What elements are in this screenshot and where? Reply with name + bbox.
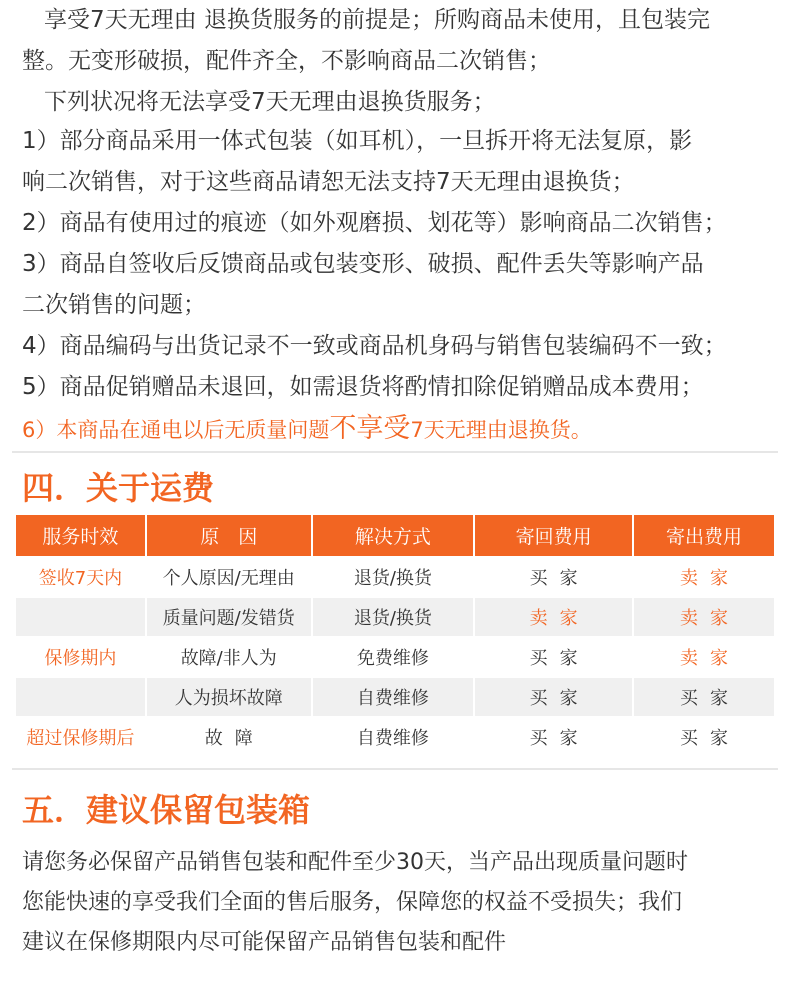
header-return-fee: 寄回费用	[475, 515, 632, 556]
list-item: 2）商品有使用过的痕迹（如外观磨损、划花等）影响商品二次销售；	[22, 210, 727, 236]
list-item: 4）商品编码与出货记录不一致或商品机身码与销售包装编码不一致；	[22, 333, 727, 359]
list-item: 1）部分商品采用一体式包装（如耳机），一旦拆开将无法复原，影	[22, 128, 693, 154]
highlight-list-item	[22, 408, 782, 451]
section-divider	[12, 451, 778, 453]
cell-reason: 故障/非人为	[147, 638, 311, 676]
shipping-fee-table	[14, 513, 776, 758]
table-row	[16, 718, 774, 756]
highlight-emphasis: 不享受	[329, 413, 411, 444]
cell-return-fee: 卖家	[475, 598, 632, 636]
table-row	[16, 638, 774, 676]
highlight-part1: 6）本商品在通电以后无质量问题	[22, 418, 330, 442]
table-header-row	[16, 515, 774, 556]
cell-solution: 自费维修	[313, 678, 474, 716]
highlight-part2: 7天无理由退换货。	[410, 418, 592, 442]
cell-period: 超过保修期后	[16, 718, 145, 756]
packaging-advice-line1: 请您务必保留产品销售包装和配件至少30天，当产品出现质量问题时	[22, 850, 688, 875]
packaging-advice	[22, 843, 782, 963]
cell-return-fee: 买家	[475, 678, 632, 716]
list-item: 响二次销售，对于这些商品请恕无法支持7天无理由退换货；	[22, 169, 635, 195]
table-row	[16, 598, 774, 636]
header-send-fee: 寄出费用	[634, 515, 774, 556]
cell-period	[16, 678, 145, 716]
header-period: 服务时效	[16, 515, 145, 556]
list-item: 二次销售的问题；	[22, 292, 206, 318]
cell-send-fee: 买家	[634, 718, 774, 756]
returns-intro	[22, 0, 782, 82]
list-item: 5）商品促销赠品未退回，如需退货将酌情扣除促销赠品成本费用；	[22, 374, 704, 400]
returns-exclusion-heading: 下列状况将无法享受7天无理由退换货服务；	[44, 89, 496, 115]
returns-exclusion-list	[22, 121, 782, 451]
cell-send-fee: 卖家	[634, 638, 774, 676]
cell-return-fee: 买家	[475, 638, 632, 676]
section-title-shipping: 四．关于运费	[22, 469, 215, 507]
section-title-packaging: 五．建议保留包装箱	[22, 791, 311, 829]
header-solution: 解决方式	[313, 515, 474, 556]
cell-solution: 免费维修	[313, 638, 474, 676]
cell-return-fee: 买家	[475, 718, 632, 756]
packaging-advice-line2: 您能快速的享受我们全面的售后服务，保障您的权益不受损失；我们	[22, 890, 683, 915]
cell-period: 签收7天内	[16, 558, 145, 596]
cell-period: 保修期内	[16, 638, 145, 676]
cell-send-fee: 卖家	[634, 598, 774, 636]
cell-reason: 故障	[147, 718, 311, 756]
cell-solution: 自费维修	[313, 718, 474, 756]
table-row	[16, 678, 774, 716]
cell-reason: 质量问题/发错货	[147, 598, 311, 636]
table-row	[16, 558, 774, 596]
cell-send-fee: 卖家	[634, 558, 774, 596]
cell-reason: 个人原因/无理由	[147, 558, 311, 596]
cell-period	[16, 598, 145, 636]
cell-send-fee: 买家	[634, 678, 774, 716]
cell-solution: 退货/换货	[313, 598, 474, 636]
list-item: 3）商品自签收后反馈商品或包装变形、破损、配件丢失等影响产品	[22, 251, 704, 277]
returns-intro-line2: 整。无变形破损，配件齐全，不影响商品二次销售；	[22, 48, 551, 74]
returns-intro-line1: 享受7天无理由 退换货服务的前提是；所购商品未使用，且包装完	[44, 7, 710, 33]
header-reason: 原 因	[147, 515, 311, 556]
section-divider	[12, 768, 778, 770]
packaging-advice-line3: 建议在保修期限内尽可能保留产品销售包装和配件	[22, 930, 507, 955]
cell-solution: 退货/换货	[313, 558, 474, 596]
cell-return-fee: 买家	[475, 558, 632, 596]
cell-reason: 人为损坏故障	[147, 678, 311, 716]
